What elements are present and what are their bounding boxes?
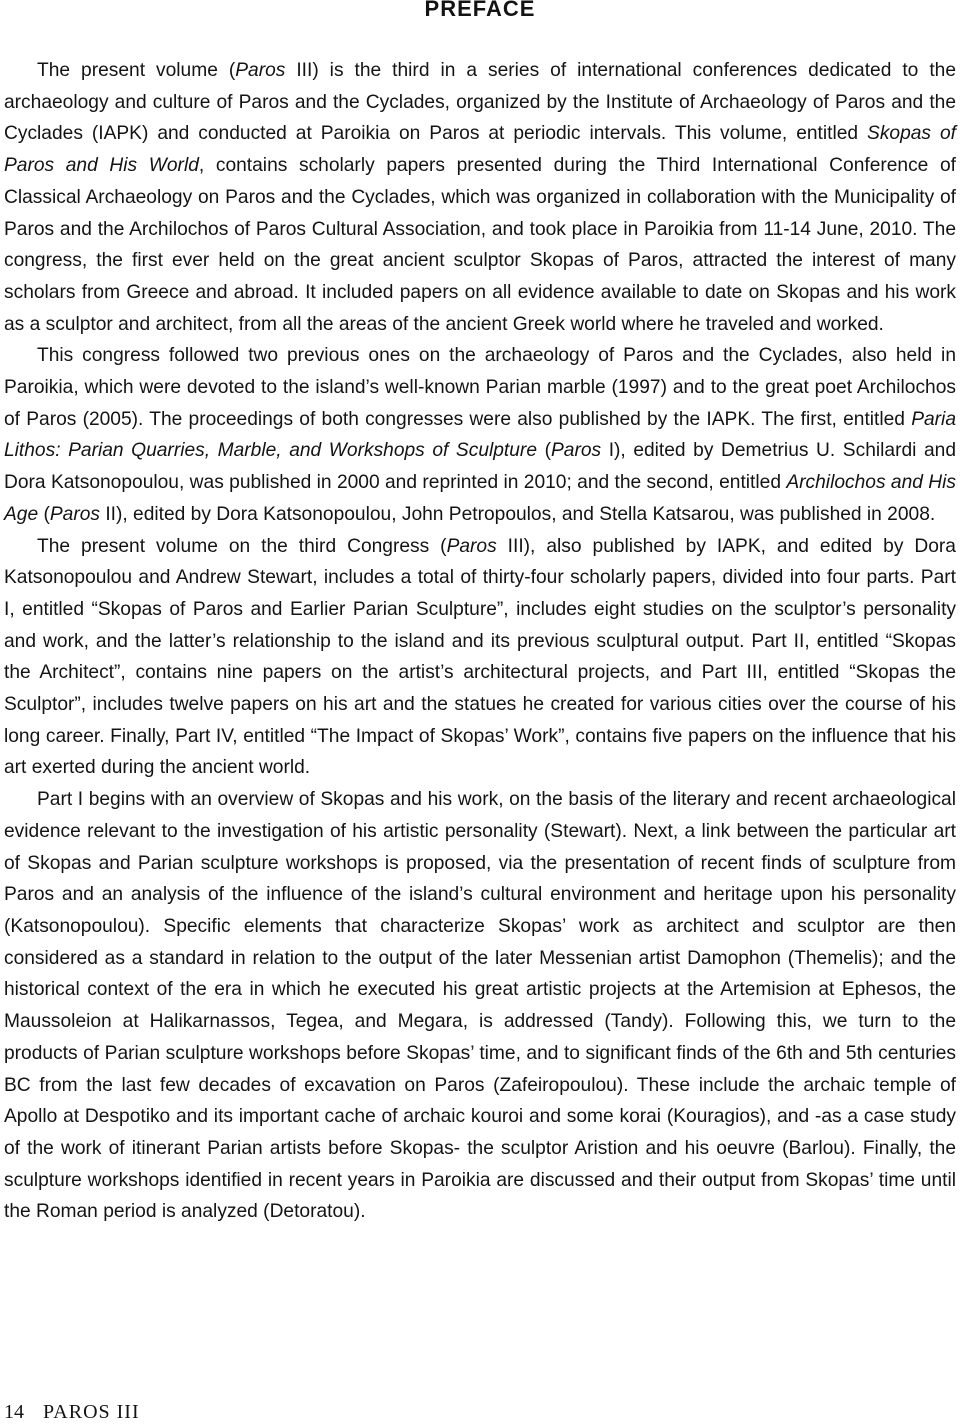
text-run: The present volume ( bbox=[37, 60, 236, 81]
text-run: The present volume on the third Congress ( bbox=[37, 535, 447, 557]
text-run: III), also published by IAPK, and edited by Dora Katsonopoulou and Andrew Stewart, includes a total of thirty-four scholarly papers, divided into four parts. Part I, entitled “Skopas of Paros and Earlier Parian Sculpture”, includes eight studies on the sculptor’s personality and work, and the latter’s relationship to the island and its previous sculptural output. Part II, entitled “Skopas the Architect”, contains nine papers on the artist’s architectural projects, and Part III, entitled “Skopas the Sculptor”, includes twelve papers on his art and the statues he created for various cities over the course of his long career. Finally, Part IV, entitled “The Impact of Skopas’ Work”, contains five papers on the influence that his art exerted during the ancient world. bbox=[4, 535, 956, 779]
page-number: 14 bbox=[4, 1401, 24, 1423]
text-run: Part I begins with an overview of Skopas and his work, on the basis of the literary and recent archaeological evidence relevant to the investigation of his artistic personality (Stewart). Next, a link between the particular art of Skopas and Parian sculpture workshops is proposed, via the presentation of recent finds of sculpture from Paros and an analysis of the influence of the island’s cultural environment and heritage upon his personality (Katsonopoulou). Specific elements that characterize Skopas’ work as architect and sculptor are then considered as a standard in relation to the output of the later Messenian artist Damophon (Themelis); and the historical context of the era in which he executed his great artistic projects at the Artemision at Ephesos, the Maussoleion at Halikarnassos, Tegea, and Megara, is addressed (Tandy). Following this, we turn to the products of Parian sculpture workshops before Skopas’ time, and to significant finds of the 6th and 5th centuries BC from the last few decades of excavation on Paros (Zafeiropoulou). These include the archaic temple of Apollo at Despotiko and its important cache of archaic kouroi and some korai (Kouragios), and -as a case study of the work of itinerant Parian artists before Skopas- the sculptor Aristion and his oeuvre (Barlou). Finally, the sculpture workshops identified in recent years in Paroikia are discussed and their output from Skopas’ time until the Roman period is analyzed (Detoratou). bbox=[4, 789, 956, 1223]
text-run: II), edited by Dora Katsonopoulou, John Petropoulos, and Stella Katsarou, was published in 2008. bbox=[100, 503, 936, 525]
body-paragraph bbox=[4, 784, 956, 1228]
italic-text: Paros bbox=[550, 440, 602, 462]
body-paragraph bbox=[4, 55, 956, 340]
preface-body bbox=[4, 55, 956, 1228]
italic-text: Paros bbox=[49, 503, 100, 525]
page-title: PREFACE bbox=[424, 0, 536, 21]
text-run: I), edited by Demetrius U. Schilardi and Dora Katsonopoulou, was published in 2000 and reprinted in 2010; and the second, entitled bbox=[4, 440, 956, 494]
italic-text: Paros bbox=[235, 60, 286, 81]
text-run: This congress followed two previous ones on the archaeology of Paros and the Cyclades, also held in Paroikia, which were devoted to the island’s well-known Parian marble (1997) and to the great poet Archilochos of Paros (2005). The proceedings of both congresses were also published by the IAPK. The first, entitled bbox=[4, 345, 956, 430]
italic-text: Paros bbox=[446, 535, 497, 557]
text-run: ( bbox=[537, 440, 551, 462]
body-paragraph bbox=[4, 531, 956, 785]
italic-text: Archilochos and His Age bbox=[4, 472, 956, 525]
page-footer bbox=[4, 1398, 140, 1426]
text-run: III) is the third in a series of international conferences dedicated to the archaeology and culture of Paros and the Cyclades, organized by the Institute of Archaeology of Paros and the Cyclades (IAPK) and conducted at Paroikia on Paros at periodic intervals. This volume, entitled bbox=[4, 60, 956, 145]
italic-text: Skopas of Paros and His World bbox=[4, 123, 956, 177]
text-run: , contains scholarly papers presented during the Third International Conference of Classical Archaeology on Paros and the Cyclades, which was organized in collaboration with the Municipality of Paros and the Archilochos of Paros Cultural Association, and took place in Paroikia from 11-14 June, 2010. The congress, the first ever held on the great ancient sculptor Skopas of Paros, attracted the interest of many scholars from Greece and abroad. It included papers on all evidence available to date on Skopas and his work as a sculptor and architect, from all the areas of the ancient Greek world where he traveled and worked. bbox=[4, 155, 957, 335]
running-title: PAROS III bbox=[43, 1401, 140, 1423]
body-paragraph bbox=[4, 340, 956, 530]
italic-text: Paria Lithos: Parian Quarries, Marble, and Workshops of Sculpture bbox=[4, 408, 956, 462]
text-run: ( bbox=[38, 503, 50, 525]
